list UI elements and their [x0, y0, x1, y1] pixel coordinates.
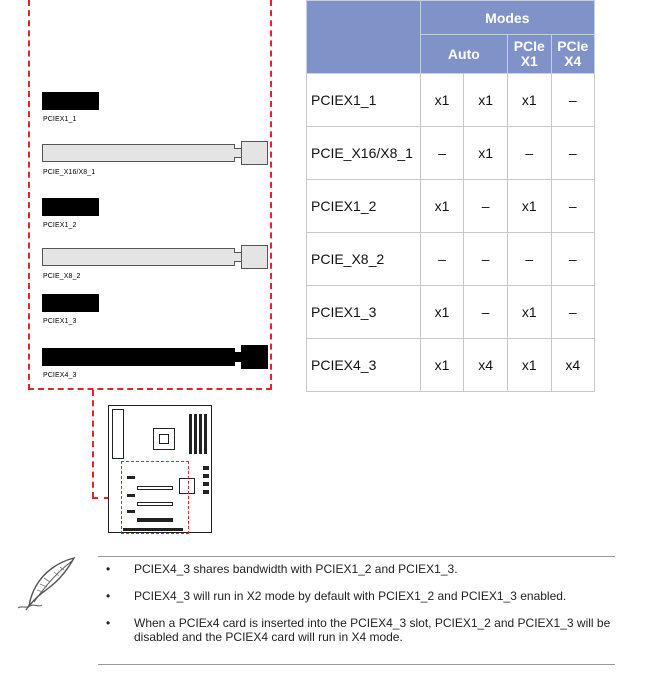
table-row [307, 127, 595, 180]
sata-port [203, 466, 209, 470]
slot-name-cell: PCIE_X16/X8_1 [307, 127, 421, 180]
table-row [307, 233, 595, 286]
mode-cell: – [420, 233, 464, 286]
pcie-x1-header: PCIe X1 [508, 35, 551, 74]
slot-end-segment [241, 345, 268, 369]
bullet: • [106, 562, 111, 576]
mode-cell: x1 [508, 286, 551, 339]
mode-cell: x4 [464, 339, 508, 392]
note-item [104, 616, 614, 644]
table-row [307, 74, 595, 127]
note-item [104, 589, 614, 603]
note-item [104, 562, 614, 576]
table-row [307, 286, 595, 339]
slot-name-cell: PCIEX1_2 [307, 180, 421, 233]
slot-label: PCIEX4_3 [43, 372, 77, 379]
slot-pciex4-3 [42, 348, 235, 366]
mode-cell: x1 [508, 339, 551, 392]
slot-name-cell: PCIEX4_3 [307, 339, 421, 392]
slot-name-cell: PCIEX1_1 [307, 74, 421, 127]
cpu-socket-inner [159, 434, 169, 444]
mode-cell: x1 [508, 180, 551, 233]
slot-name-cell: PCIE_X8_2 [307, 233, 421, 286]
mode-cell: – [508, 127, 551, 180]
note-text: PCIEX4_3 will run in X2 mode by default with PCIEX1_2 and PCIEX1_3 enabled. [134, 589, 567, 603]
mode-cell: – [508, 233, 551, 286]
slot-label: PCIEX1_3 [43, 318, 77, 325]
pcie-x4-header: PCIe X4 [551, 35, 595, 74]
mode-cell: – [464, 180, 508, 233]
mode-cell: x4 [551, 339, 595, 392]
dimm-slot [194, 414, 197, 454]
mode-cell: x1 [508, 74, 551, 127]
io-shield [112, 409, 124, 459]
mode-cell: – [551, 286, 595, 339]
slot-label: PCIE_X16/X8_1 [43, 169, 96, 176]
slot-pciex1-1 [42, 92, 99, 110]
note-bottom-rule [98, 664, 615, 665]
table-row [307, 180, 595, 233]
dimm-slot [189, 414, 192, 454]
slot-pcie-x16-x8-1 [42, 144, 235, 162]
slot-pciex1-2 [42, 198, 99, 216]
slot-label: PCIEX1_1 [43, 116, 77, 123]
mode-cell: – [551, 74, 595, 127]
mode-cell: x1 [464, 127, 508, 180]
note-text: When a PCIEx4 card is inserted into the PCIEX4_3 slot, PCIEX1_2 and PCIEX1_3 will be disabled and the PCIEX4 card will run in X4 mode. [134, 616, 611, 644]
sata-port [203, 474, 209, 478]
slot-pciex1-3 [42, 294, 99, 312]
slot-name-cell: PCIEX1_3 [307, 286, 421, 339]
mode-cell: – [551, 180, 595, 233]
mode-cell: x1 [464, 74, 508, 127]
slot-area-highlight [121, 461, 189, 534]
auto-header: Auto [420, 35, 507, 74]
dimm-slot [199, 414, 202, 454]
mode-cell: x1 [420, 180, 464, 233]
mode-cell: x1 [420, 74, 464, 127]
note-text: PCIEX4_3 shares bandwidth with PCIEX1_2 and PCIEX1_3. [134, 562, 458, 576]
slot-end-segment [241, 245, 268, 269]
mode-cell: x1 [420, 286, 464, 339]
dimm-slot [204, 414, 207, 454]
sata-port [203, 490, 209, 494]
mode-cell: – [551, 127, 595, 180]
bullet: • [106, 589, 111, 603]
modes-table [306, 0, 595, 392]
connector-line [92, 390, 94, 498]
bullet: • [106, 616, 111, 630]
notes-list [104, 562, 614, 657]
modes-header: Modes [420, 1, 594, 35]
mode-cell: – [420, 127, 464, 180]
feather-pen-icon [14, 556, 78, 612]
slot-label: PCIE_X8_2 [43, 273, 81, 280]
mode-cell: – [464, 286, 508, 339]
mode-cell: x1 [420, 339, 464, 392]
slot-end-segment [241, 141, 268, 165]
slot-pcie-x8-2 [42, 248, 235, 266]
slot-diagram-frame [28, 0, 272, 390]
mode-cell: – [551, 233, 595, 286]
note-top-rule [98, 556, 615, 557]
motherboard-thumbnail [108, 405, 212, 533]
table-header-row [307, 1, 595, 35]
table-header-blank [307, 1, 421, 74]
mode-cell: – [464, 233, 508, 286]
slot-label: PCIEX1_2 [43, 222, 77, 229]
sata-port [203, 482, 209, 486]
table-row [307, 339, 595, 392]
